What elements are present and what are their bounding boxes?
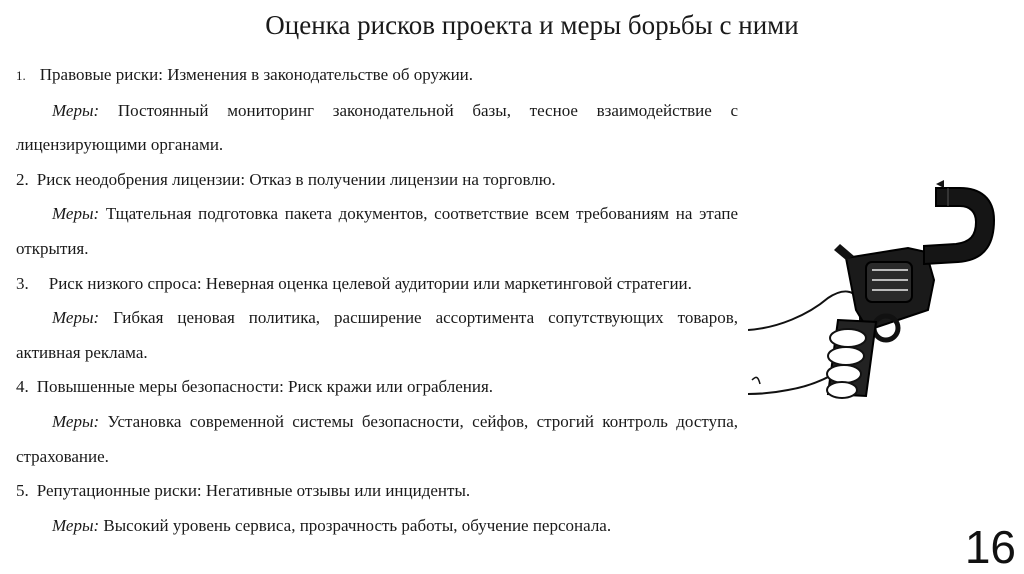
- risk-text: Риск низкого спроса: Неверная оценка целевой аудитории или маркетинговой стратегии.: [48, 273, 692, 293]
- measures-label: Меры:: [52, 204, 100, 224]
- measure-text: Гибкая ценовая политика, расширение ассортимента сопутствующих товаров, активная реклама.: [16, 308, 738, 362]
- risk-number: 4.: [16, 377, 29, 397]
- risk-item-4: [16, 370, 738, 405]
- slide-title: Оценка рисков проекта и меры борьбы с ними: [265, 10, 799, 40]
- page-number: 16: [964, 521, 1016, 573]
- measures-label: Меры:: [52, 411, 100, 431]
- risk-number: 3.: [16, 273, 29, 293]
- risk-item-5: [16, 474, 738, 509]
- risk-text: Риск неодобрения лицензии: Отказ в получении лицензии на торговлю.: [36, 169, 556, 189]
- measure-text: Высокий уровень сервиса, прозрачность работы, обучение персонала.: [99, 515, 612, 535]
- bent-revolver-icon: [748, 180, 1014, 416]
- risk-item-3: [16, 267, 738, 302]
- measures-label: Меры:: [52, 308, 100, 328]
- measure-text: Установка современной системы безопасности, сейфов, строгий контроль доступа, страхование.: [16, 411, 738, 466]
- measures-label: Меры:: [52, 515, 100, 535]
- risk-measure-2: [16, 197, 738, 266]
- risk-text: Правовые риски: Изменения в законодательстве об оружии.: [39, 65, 474, 84]
- risk-number: 1.: [16, 68, 26, 83]
- risk-item-1: [16, 58, 738, 94]
- risk-number: 5.: [16, 481, 29, 501]
- risk-number: 2.: [16, 169, 29, 189]
- measure-text: Постоянный мониторинг законодательной базы, тесное взаимодействие с лицензирующими органами.: [16, 100, 738, 155]
- measures-label: Меры:: [52, 100, 100, 120]
- measure-text: Тщательная подготовка пакета документов, соответствие всем требованиям на этапе открытия.: [16, 204, 738, 258]
- risk-measure-4: [16, 405, 738, 474]
- risk-measure-1: [16, 94, 738, 163]
- risk-measure-5: [16, 509, 738, 544]
- risk-item-2: [16, 163, 738, 198]
- risk-measure-3: [16, 301, 738, 370]
- risk-text: Повышенные меры безопасности: Риск кражи или ограбления.: [36, 377, 494, 397]
- risk-text: Репутационные риски: Негативные отзывы или инциденты.: [36, 481, 471, 501]
- risk-list: [16, 58, 738, 543]
